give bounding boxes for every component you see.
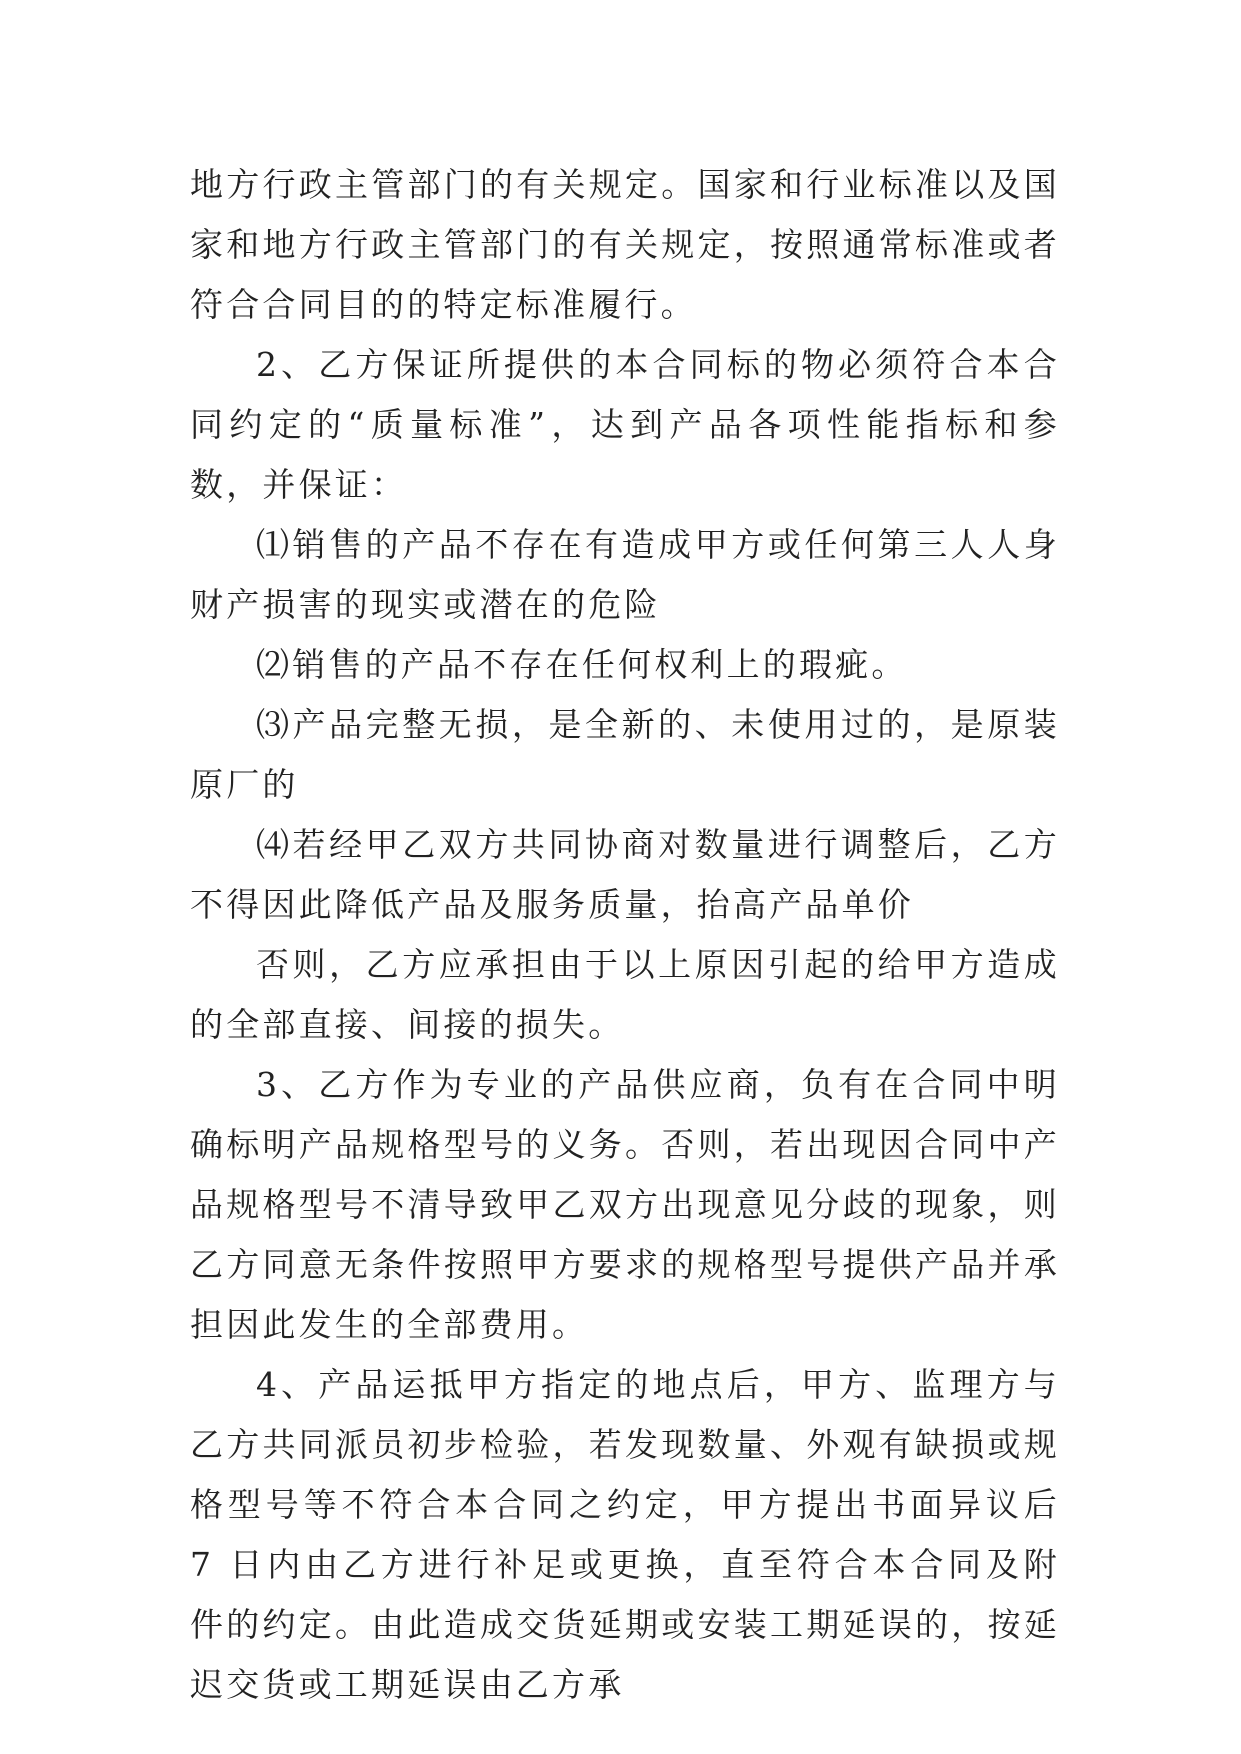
paragraph-item-2: ⑵销售的产品不存在任何权利上的瑕疵。 <box>256 645 908 684</box>
paragraph-item-1: ⑴销售的产品不存在有造成甲方或任何第三人人身财产损害的现实或潜在的危险 <box>190 525 1060 624</box>
paragraph-item-3: ⑶产品完整无损，是全新的、未使用过的，是原装原厂的 <box>190 705 1060 804</box>
paragraph-liability: 否则，乙方应承担由于以上原因引起的给甲方造成的全部直接、间接的损失。 <box>190 945 1060 1044</box>
paragraph-clause-3: 3、乙方作为专业的产品供应商，负有在合同中明确标明产品规格型号的义务。否则，若出现因合同中产品规格型号不清导致甲乙双方出现意见分歧的现象，则乙方同意无条件按照甲方要求的规格型号提供产品并承担因此发生的全部费用。 <box>190 1065 1060 1344</box>
paragraph-clause-4: 4、产品运抵甲方指定的地点后，甲方、监理方与乙方共同派员初步检验，若发现数量、外观有缺损或规格型号等不符合本合同之约定，甲方提出书面异议后 7 日内由乙方进行补足或更换，直至符合本合同及附件的约定。由此造成交货延期或安装工期延误的，按延迟交货或工期延误由乙方承 <box>190 1365 1060 1704</box>
paragraph-item-4: ⑷若经甲乙双方共同协商对数量进行调整后，乙方不得因此降低产品及服务质量，抬高产品单价 <box>190 825 1060 924</box>
paragraph-standards-continuation: 地方行政主管部门的有关规定。国家和行业标准以及国家和地方行政主管部门的有关规定，按照通常标准或者符合合同目的的特定标准履行。 <box>190 165 1060 324</box>
paragraph-clause-2: 2、乙方保证所提供的本合同标的物必须符合本合同约定的“质量标准”，达到产品各项性能指标和参数，并保证： <box>190 345 1060 504</box>
contract-text-block <box>190 155 1060 1715</box>
